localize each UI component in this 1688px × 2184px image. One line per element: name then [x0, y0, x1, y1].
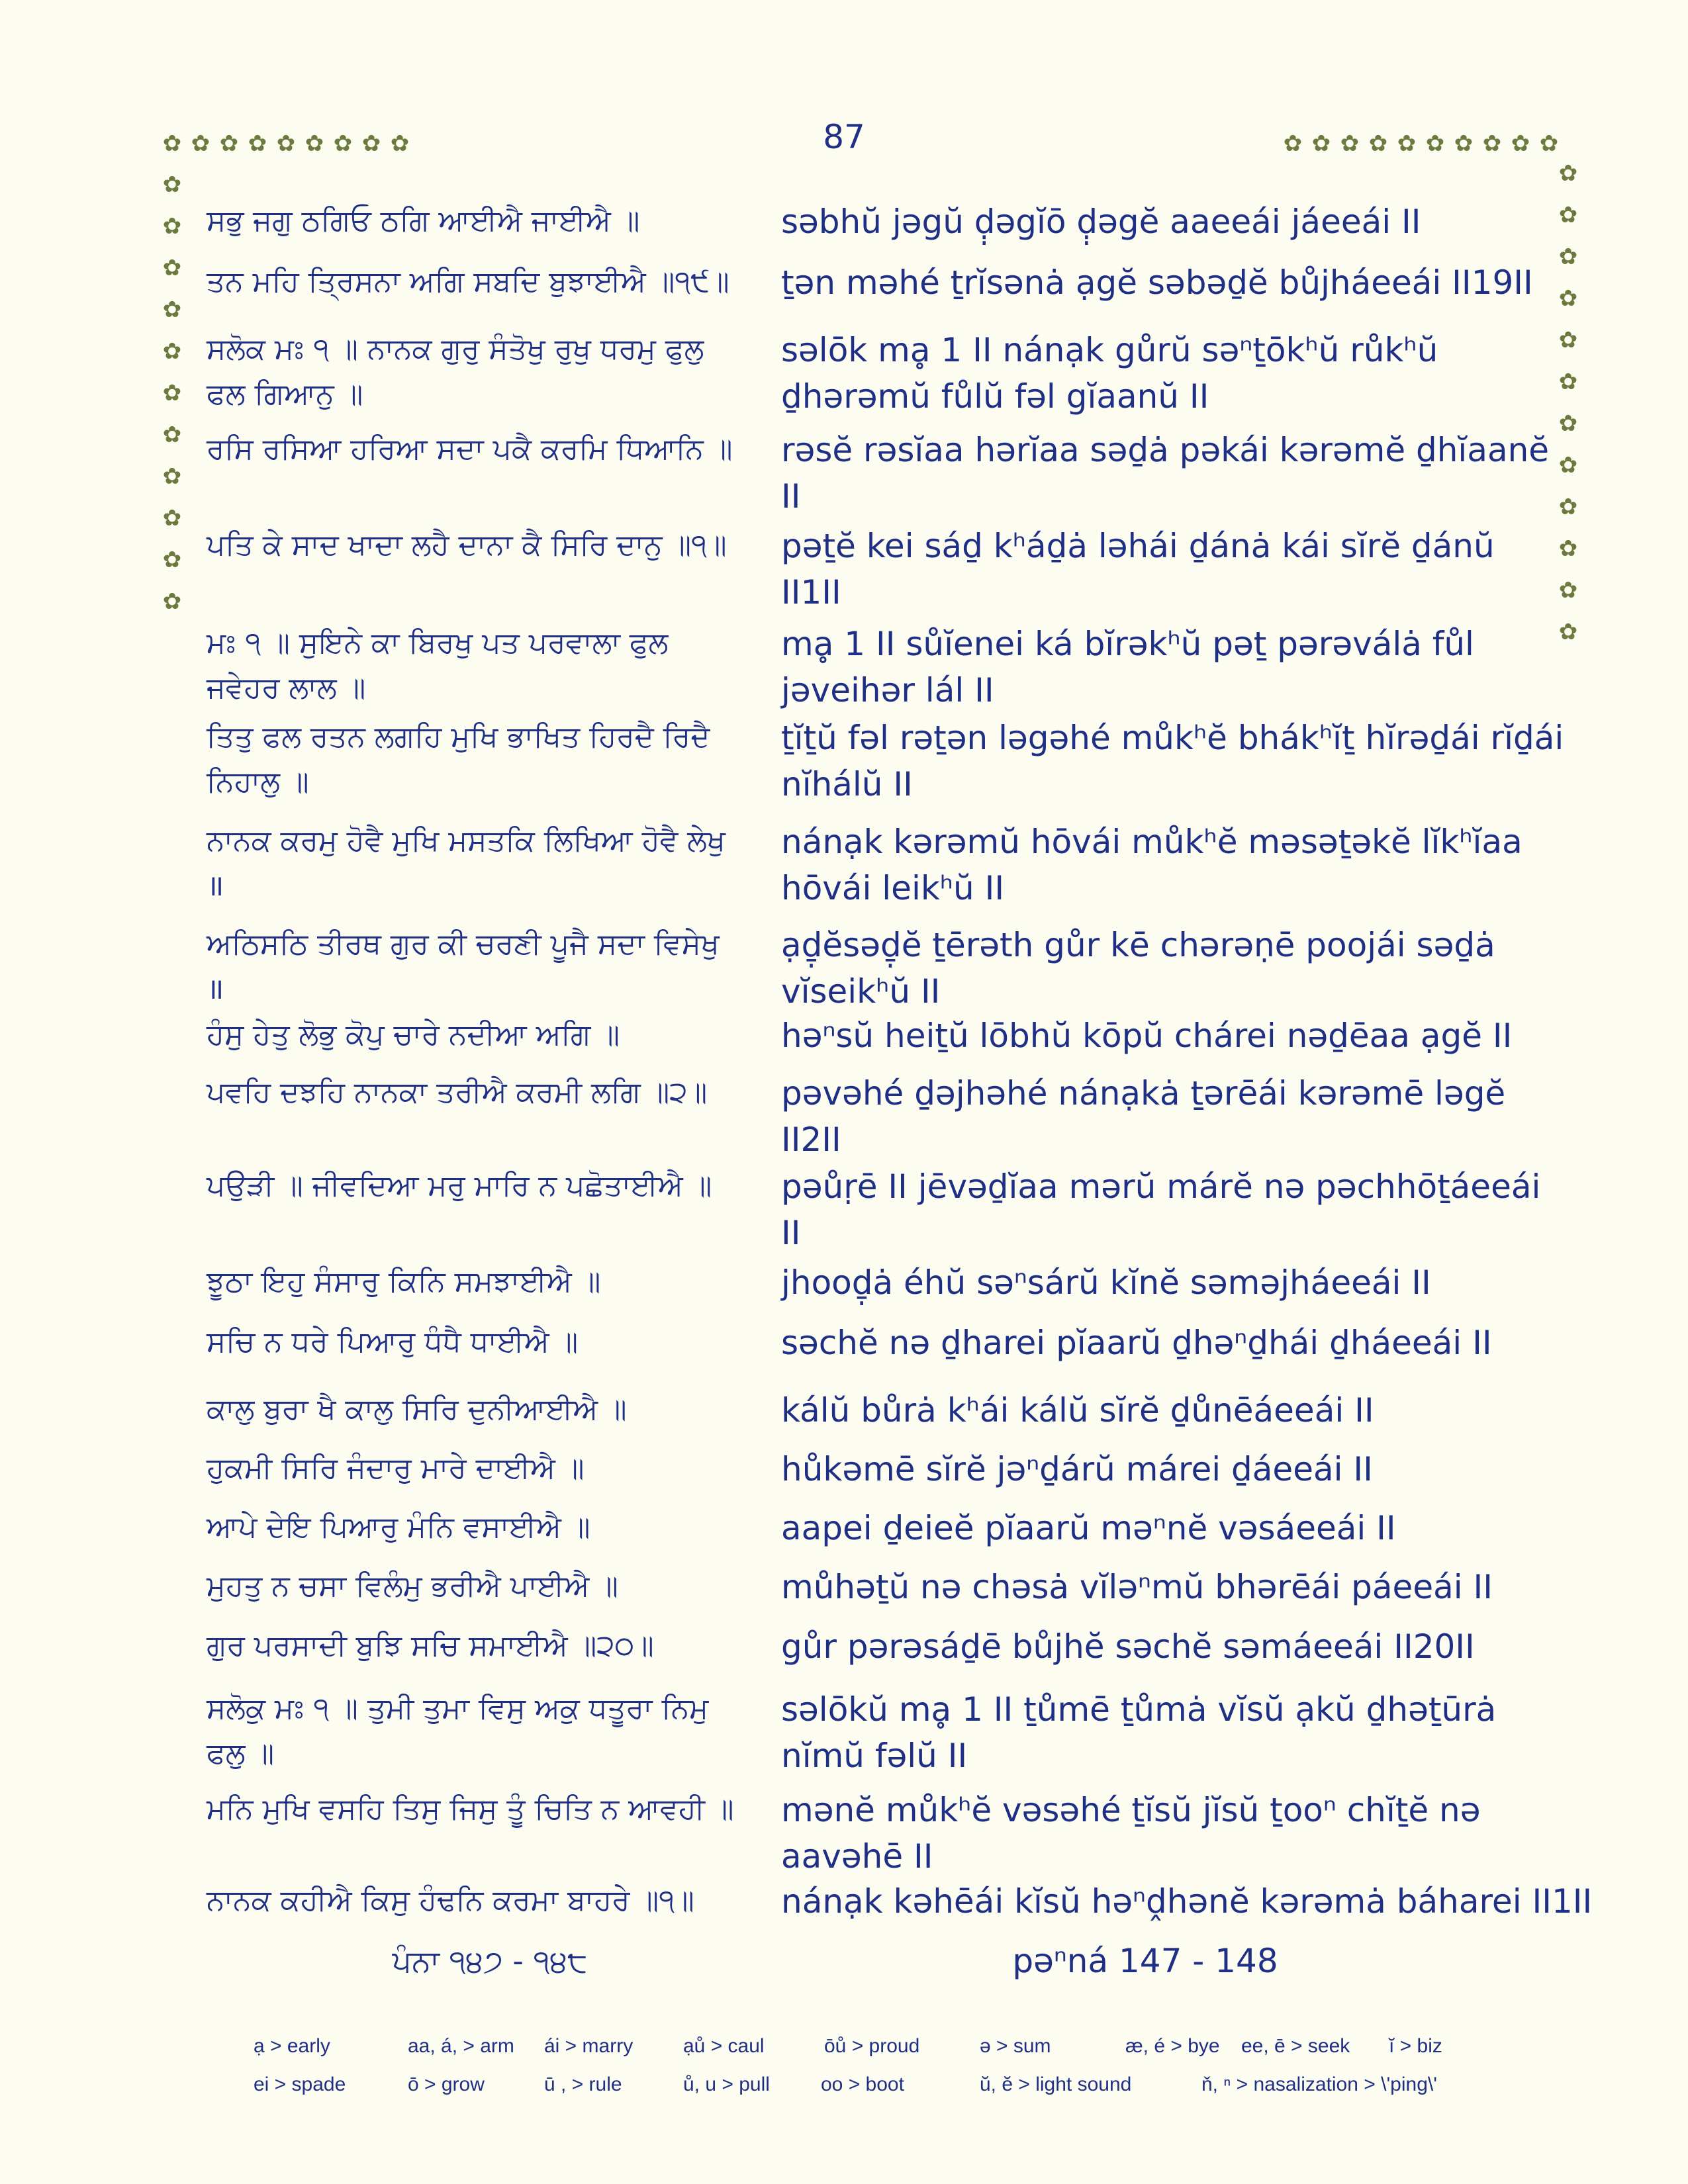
transliteration-text [781, 1623, 1523, 1670]
transliteration-text [781, 1387, 1523, 1433]
transliteration-text [781, 621, 1523, 713]
transliteration-text [781, 1163, 1541, 1256]
flower-ornament-icon: ✿ [390, 130, 410, 157]
gurmukhi-text [207, 1070, 756, 1115]
flower-ornament-icon: ✿ [1454, 130, 1474, 157]
legend-entry: oo > boot [821, 2073, 904, 2095]
gurmukhi-line: ਨਿਹਾਲੁ ॥ [207, 765, 309, 799]
transliteration-line: hōvái leikʰŭ II [781, 869, 1005, 907]
gurmukhi-line: ਪਤਿ ਕੇ ਸਾਦ ਖਾਦਾ ਲਹੈ ਦਾਨਾ ਕੈ ਸਿਰਿ ਦਾਨੁ ॥੧॥ [207, 528, 727, 562]
transliteration-text [781, 427, 1550, 520]
gurmukhi-text [207, 1387, 756, 1432]
gurmukhi-text [207, 1505, 756, 1550]
transliteration-line: nánạk kəhēái kĭsŭ həⁿḓhənĕ kərəmȧ báharei II1II [781, 1882, 1593, 1921]
flower-ornament-icon: ✿ [1558, 619, 1578, 645]
flower-ornament-icon: ✿ [1558, 452, 1578, 478]
flower-ornament-icon: ✿ [1558, 244, 1578, 270]
gurmukhi-line: ਕਾਲੁ ਬੁਰਾ ਖੈ ਕਾਲੁ ਸਿਰਿ ਦੁਨੀਆਈਐ ॥ [207, 1392, 627, 1426]
gurmukhi-line: ਮਨਿ ਮੁਖਿ ਵਸਹਿ ਤਿਸੁ ਜਿਸੁ ਤੂੰ ਚਿਤਿ ਨ ਆਵਹੀ ॥ [207, 1792, 734, 1826]
flower-ornament-icon: ✿ [162, 255, 182, 281]
transliteration-text [781, 1259, 1523, 1306]
flower-ornament-icon: ✿ [1558, 160, 1578, 187]
legend-entry: ū , > rule [544, 2073, 622, 2095]
gurmukhi-text [207, 199, 756, 244]
transliteration-text [781, 259, 1533, 306]
legend-entry: ĭ > biz [1389, 2035, 1442, 2057]
flower-ornament-icon: ✿ [1558, 577, 1578, 604]
gurmukhi-line: ਪਉੜੀ ॥ ਜੀਵਦਿਆ ਮਰੁ ਮਾਰਿ ਨ ਪਛੋਤਾਈਐ ॥ [207, 1169, 712, 1203]
legend-entry: ň, ⁿ > nasalization > \'ping\' [1201, 2073, 1437, 2095]
transliteration-text [781, 327, 1523, 420]
gurmukhi-line: ॥ [207, 972, 224, 1006]
transliteration-line: nĭmŭ fəlŭ II [781, 1737, 968, 1775]
legend-entry: ái > marry [544, 2035, 633, 2057]
legend-entry: ạů > caul [683, 2035, 765, 2057]
legend-entry: ə > sum [980, 2035, 1051, 2057]
flower-ornament-icon: ✿ [248, 130, 267, 157]
transliteration-line: ạḏ̣ĕsəḏ̣ĕ ṯērəth gůr kē chərəṇē poojái səḏȧ [781, 926, 1495, 964]
transliteration-text [781, 819, 1523, 911]
gurmukhi-text [207, 259, 756, 304]
flower-ornament-icon: ✿ [1539, 130, 1559, 157]
flower-ornament-icon: ✿ [1340, 130, 1360, 157]
transliteration-text [781, 1505, 1523, 1551]
transliteration-line: II [781, 477, 801, 516]
gurmukhi-text [207, 1163, 756, 1208]
legend-entry: ee, ē > seek [1241, 2035, 1350, 2057]
flower-ornament-icon: ✿ [162, 505, 182, 531]
flower-ornament-icon: ✿ [162, 130, 182, 157]
flower-ornament-icon: ✿ [1397, 130, 1417, 157]
transliteration-text [781, 523, 1523, 615]
gurmukhi-line: ਹੁਕਮੀ ਸਿਰਿ ਜੰਦਾਰੁ ਮਾਰੇ ਦਾਈਐ ॥ [207, 1451, 585, 1485]
transliteration-line: jhooḏ̣ȧ éhŭ səⁿsárŭ kĭnĕ səməjháeeái II [781, 1263, 1431, 1302]
gurmukhi-text [207, 1446, 756, 1491]
flower-ornament-icon: ✿ [162, 588, 182, 615]
gurmukhi-line: ਮੁਹਤੁ ਨ ਚਸਾ ਵਿਲੰਮੁ ਭਰੀਐ ਪਾਈਐ ॥ [207, 1569, 618, 1603]
transliteration-line: ṯən məhé ṯrĭsənȧ ạgĕ səbəḏĕ bůjháeeái II19II [781, 263, 1533, 302]
gurmukhi-line: ਸਭੁ ਜਗੁ ਠਗਿਓ ਠਗਿ ਆਈਐ ਜਾਈਐ ॥ [207, 204, 640, 238]
transliteration-line: vĭseikʰŭ II [781, 972, 941, 1011]
transliteration-line: ḏhərəmŭ fůlŭ fəl gĭaanŭ II [781, 377, 1209, 416]
gurmukhi-text [207, 1623, 756, 1668]
legend-entry: ōů > proud [824, 2035, 920, 2057]
transliteration-line: mḁ 1 II sůĭenei ká bĭrəkʰŭ pəṯ pərəválȧ fůl [781, 625, 1474, 663]
gurmukhi-text [207, 715, 756, 805]
flower-ornament-icon: ✿ [1283, 130, 1303, 157]
gurmukhi-text [207, 1787, 756, 1832]
transliteration-line: aavəhē II [781, 1837, 933, 1876]
transliteration-text [781, 1564, 1523, 1610]
transliteration-text [781, 1013, 1523, 1059]
flower-ornament-icon: ✿ [1558, 327, 1578, 353]
transliteration-line: pəvəhé ḏəjhəhé nánạkȧ ṯərēái kərəmē ləgĕ [781, 1074, 1506, 1113]
gurmukhi-line: ਪਵਹਿ ਦਝਹਿ ਨਾਨਕਾ ਤਰੀਐ ਕਰਮੀ ਲਗਿ ॥੨॥ [207, 1075, 708, 1109]
transliteration-line: II [781, 1214, 801, 1252]
transliteration-line: ṯĭṯŭ fəl rəṯən ləgəhé můkʰĕ bhákʰĭṯ hĭrəḏái rĭḏái [781, 719, 1564, 757]
transliteration-text [781, 1070, 1523, 1163]
transliteration-text [781, 1686, 1523, 1779]
flower-ornament-icon: ✿ [1482, 130, 1502, 157]
transliteration-text [781, 1320, 1523, 1366]
transliteration-text [781, 1446, 1523, 1492]
gurmukhi-line: ਰਸਿ ਰਸਿਆ ਹਰਿਆ ਸਦਾ ਪਕੈ ਕਰਮਿ ਧਿਆਨਿ ॥ [207, 432, 733, 466]
transliteration-line: pəůṛē II jēvəḏĭaa mərŭ márĕ nə pəchhōṯáeeái [781, 1167, 1541, 1206]
gurmukhi-line: ॥ [207, 869, 224, 903]
flower-ornament-icon: ✿ [191, 130, 211, 157]
gurmukhi-line: ਨਾਨਕ ਕਹੀਐ ਕਿਸੁ ਹੰਢਨਿ ਕਰਮਾ ਬਾਹਰੇ ॥੧॥ [207, 1884, 694, 1917]
transliteration-line: rəsĕ rəsĭaa hərĭaa səḏȧ pəkái kərəmĕ ḏhĭaanĕ [781, 431, 1550, 469]
legend-entry: ei > spade [254, 2073, 346, 2095]
flower-ornament-icon: ✿ [1368, 130, 1388, 157]
transliteration-text [781, 1787, 1523, 1880]
legend-entry: ů, u > pull [683, 2073, 770, 2095]
flower-ornament-icon: ✿ [162, 547, 182, 573]
transliteration-line: səlōk mḁ 1 II nánạk gůrŭ səⁿṯōkʰŭ růkʰŭ [781, 331, 1438, 369]
flower-ornament-icon: ✿ [162, 380, 182, 406]
legend-entry: ạ > early [254, 2035, 330, 2057]
gurmukhi-line: ਜਵੇਹਰ ਲਾਲ ॥ [207, 671, 366, 705]
transliteration-line: můhəṯŭ nə chəsȧ vĭləⁿmŭ bhərēái páeeái II [781, 1568, 1493, 1606]
legend-entry: ŭ, ĕ > light sound [980, 2073, 1132, 2095]
flower-ornament-icon: ✿ [162, 296, 182, 323]
gurmukhi-line: ਤਿਤੁ ਫਲ ਰਤਨ ਲਗਹਿ ਮੁਖਿ ਭਾਖਿਤ ਹਿਰਦੈ ਰਿਦੈ [207, 720, 710, 754]
legend-entry: aa, á, > arm [408, 2035, 514, 2057]
flower-ornament-icon: ✿ [276, 130, 296, 157]
gurmukhi-line: ਆਪੇ ਦੇਇ ਪਿਆਰੁ ਮੰਨਿ ਵਸਾਈਐ ॥ [207, 1510, 590, 1544]
transliteration-text [781, 922, 1523, 1015]
flower-ornament-icon: ✿ [162, 463, 182, 490]
flower-ornament-icon: ✿ [333, 130, 353, 157]
gurmukhi-page-reference: ਪੰਨਾ ੧੪੭ - ੧੪੮ [392, 1943, 588, 1979]
gurmukhi-line: ਸਚਿ ਨ ਧਰੇ ਪਿਆਰੁ ਧੰਧੈ ਧਾਈਐ ॥ [207, 1325, 579, 1359]
transliteration-text [781, 199, 1523, 245]
flower-ornament-icon: ✿ [162, 422, 182, 448]
gurmukhi-text [207, 922, 756, 1012]
flower-ornament-icon: ✿ [1425, 130, 1445, 157]
transliteration-line: II2II [781, 1120, 841, 1159]
transliteration-line: səchĕ nə ḏharei pĭaarŭ ḏhəⁿḏhái ḏháeeái II [781, 1324, 1492, 1362]
gurmukhi-text [207, 1259, 756, 1304]
flower-ornament-icon: ✿ [162, 338, 182, 365]
gurmukhi-text [207, 327, 756, 417]
transliteration-line: jəveihər lál II [781, 671, 994, 709]
transliteration-line: kálŭ bůrȧ kʰái kálŭ sĭrĕ ḏůnēáeeái II [781, 1391, 1374, 1430]
transliteration-line: nánạk kərəmŭ hōvái můkʰĕ məsəṯəkĕ lĭkʰĭaa [781, 823, 1523, 861]
transliteration-line: aapei ḏeieĕ pĭaarŭ məⁿnĕ vəsáeeái II [781, 1509, 1396, 1547]
gurmukhi-text [207, 819, 756, 909]
transliteration-line: pəṯĕ kei sáḏ kʰáḏȧ ləhái ḏánȧ kái sĭrĕ ḏánŭ [781, 527, 1495, 565]
flower-ornament-icon: ✿ [1558, 202, 1578, 228]
flower-ornament-icon: ✿ [1558, 410, 1578, 437]
flower-ornament-icon: ✿ [361, 130, 381, 157]
gurmukhi-line: ਫਲੁ ॥ [207, 1737, 275, 1770]
flower-ornament-icon: ✿ [219, 130, 239, 157]
gurmukhi-line: ਅਠਿਸਠਿ ਤੀਰਥ ਗੁਰ ਕੀ ਚਰਣੀ ਪੂਜੈ ਸਦਾ ਵਿਸੇਖੁ [207, 927, 720, 961]
gurmukhi-text [207, 1320, 756, 1365]
transliteration-line: nĭhálŭ II [781, 765, 913, 803]
translit-page-reference: pəⁿná 147 - 148 [1012, 1942, 1278, 1980]
legend-entry: æ, é > bye [1125, 2035, 1220, 2057]
gurmukhi-line: ਸਲੋਕੁ ਮਃ ੧ ॥ ਤੁਮੀ ਤੁਮਾ ਵਿਸੁ ਅਕੁ ਧਤੂਰਾ ਨਿਮੁ [207, 1692, 709, 1725]
flower-ornament-icon: ✿ [1558, 494, 1578, 520]
gurmukhi-text [207, 523, 756, 568]
flower-ornament-icon: ✿ [162, 171, 182, 198]
flower-ornament-icon: ✿ [1311, 130, 1331, 157]
gurmukhi-text [207, 1564, 756, 1609]
transliteration-text [781, 1878, 1593, 1925]
transliteration-line: gůr pərəsáḏē bůjhĕ səchĕ səmáeeái II20II [781, 1627, 1475, 1666]
transliteration-line: II1II [781, 573, 841, 612]
flower-ornament-icon: ✿ [1558, 285, 1578, 312]
flower-ornament-icon: ✿ [1558, 535, 1578, 562]
transliteration-line: səlōkŭ mḁ 1 II ṯůmē ṯůmȧ vĭsŭ ạkŭ ḏhəṯūrȧ [781, 1690, 1497, 1729]
gurmukhi-line: ਝੂਠਾ ਇਹੁ ਸੰਸਾਰੁ ਕਿਨਿ ਸਮਝਾਈਐ ॥ [207, 1265, 601, 1298]
transliteration-line: mənĕ můkʰĕ vəsəhé ṯĭsŭ jĭsŭ ṯooⁿ chĭṯĕ nə [781, 1791, 1481, 1829]
gurmukhi-line: ਹੰਸੁ ਹੇਤੁ ਲੋਭੁ ਕੋਪੁ ਚਾਰੇ ਨਦੀਆ ਅਗਿ ॥ [207, 1018, 620, 1052]
transliteration-text [781, 715, 1564, 807]
gurmukhi-text [207, 427, 756, 472]
flower-ornament-icon: ✿ [1511, 130, 1530, 157]
gurmukhi-text [207, 621, 756, 711]
legend-entry: ō > grow [408, 2073, 485, 2095]
gurmukhi-line: ਨਾਨਕ ਕਰਮੁ ਹੋਵੈ ਮੁਖਿ ਮਸਤਕਿ ਲਿਖਿਆ ਹੋਵੈ ਲੇਖੁ [207, 824, 726, 858]
flower-ornament-icon: ✿ [305, 130, 324, 157]
gurmukhi-line: ਫਲ ਗਿਆਨੁ ॥ [207, 377, 363, 411]
gurmukhi-text [207, 1013, 756, 1058]
transliteration-line: səbhŭ jəgŭ ḍ̣əgĭō ḍ̣əgĕ aaeeái jáeeái II [781, 203, 1421, 241]
page-number: 87 [823, 118, 865, 156]
transliteration-line: hůkəmē sĭrĕ jəⁿḏárŭ márei ḏáeeái II [781, 1450, 1373, 1488]
gurmukhi-line: ਤਨ ਮਹਿ ਤ੍ਰਿਸਨਾ ਅਗਿ ਸਬਦਿ ਬੁਝਾਈਐ ॥੧੯॥ [207, 265, 729, 298]
gurmukhi-line: ਸਲੋਕ ਮਃ ੧ ॥ ਨਾਨਕ ਗੁਰੁ ਸੰਤੋਖੁ ਰੁਖੁ ਧਰਮੁ ਫੁਲੁ [207, 332, 704, 366]
transliteration-line: həⁿsŭ heiṯŭ lōbhŭ kōpŭ chárei nəḏēaa ạgĕ II [781, 1017, 1513, 1055]
gurmukhi-text [207, 1686, 756, 1776]
gurmukhi-line: ਗੁਰ ਪਰਸਾਦੀ ਬੁਝਿ ਸਚਿ ਸਮਾਈਐ ॥੨੦॥ [207, 1629, 654, 1662]
gurmukhi-line: ਮਃ ੧ ॥ ਸੁਇਨੇ ਕਾ ਬਿਰਖੁ ਪਤ ਪਰਵਾਲਾ ਫੁਲ [207, 626, 669, 660]
flower-ornament-icon: ✿ [1558, 369, 1578, 395]
flower-ornament-icon: ✿ [162, 213, 182, 240]
gurmukhi-text [207, 1878, 756, 1923]
